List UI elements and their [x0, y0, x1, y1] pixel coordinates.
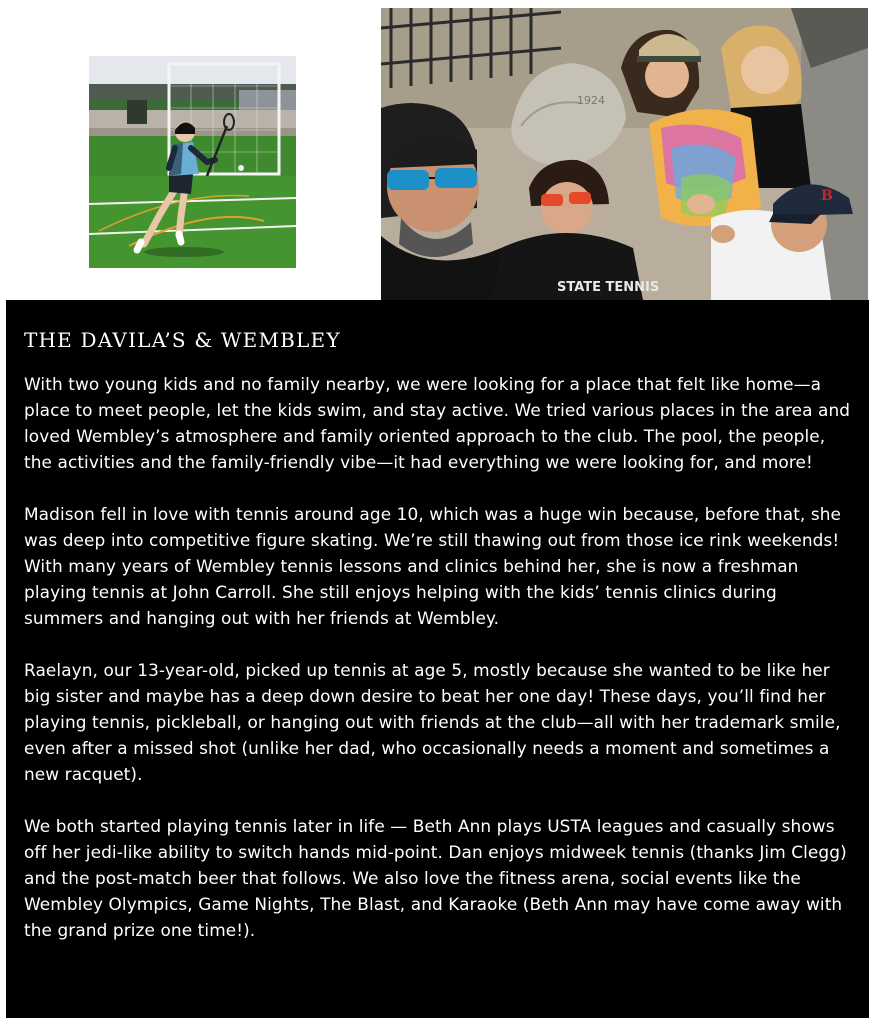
- lacrosse-photo: [89, 56, 296, 268]
- story-paragraph-4: We both started playing tennis later in life — Beth Ann plays USTA leagues and casually shows off her jedi-like ability to switch hands mid-point. Dan enjoys midweek tennis (thanks Jim Clegg) and the post-match beer that follows. We also love the fitness arena, social events like the Wembley Olympics, Game Nights, The Blast, and Karaoke (Beth Ann may have come away with the grand prize one time!).: [24, 816, 847, 940]
- story-paragraph-3: Raelayn, our 13-year-old, picked up tennis at age 5, mostly because she wanted to be like her big sister and maybe has a deep down desire to beat her one day! These days, you’ll find her playing tennis, pickleball, or hanging out with friends at the club—all with her trademark smile, even after a missed shot (unlike her dad, who occasionally needs a moment and sometimes a new racquet).: [24, 660, 841, 784]
- rock-engraving: 1924: [577, 94, 605, 107]
- story-paragraph-2: Madison fell in love with tennis around age 10, which was a huge win because, before that, she was deep into competitive figure skating. We’re still thawing out from those ice rink weekends! With many years of Wembley tennis lessons and clinics behind her, she is now a freshman playing tennis at John Carroll. She still enjoys helping with the kids’ tennis clinics during summers and hanging out with her friends at Wembley.: [24, 504, 842, 628]
- story-title: THE DAVILA’S & WEMBLEY: [24, 328, 341, 352]
- story-paragraph-1: With two young kids and no family nearby, we were looking for a place that felt like home—a place to meet people, let the kids swim, and stay active. We tried various places in the area and loved Wembley’s atmosphere and family oriented approach to the club. The pool, the people, the activities and the family-friendly vibe—it had everything we were looking for, and more!: [24, 374, 851, 472]
- shirt-text: STATE TENNIS: [557, 280, 660, 295]
- cap-logo: B: [821, 188, 833, 204]
- family-photo: [381, 8, 868, 300]
- story-panel: [6, 300, 869, 1018]
